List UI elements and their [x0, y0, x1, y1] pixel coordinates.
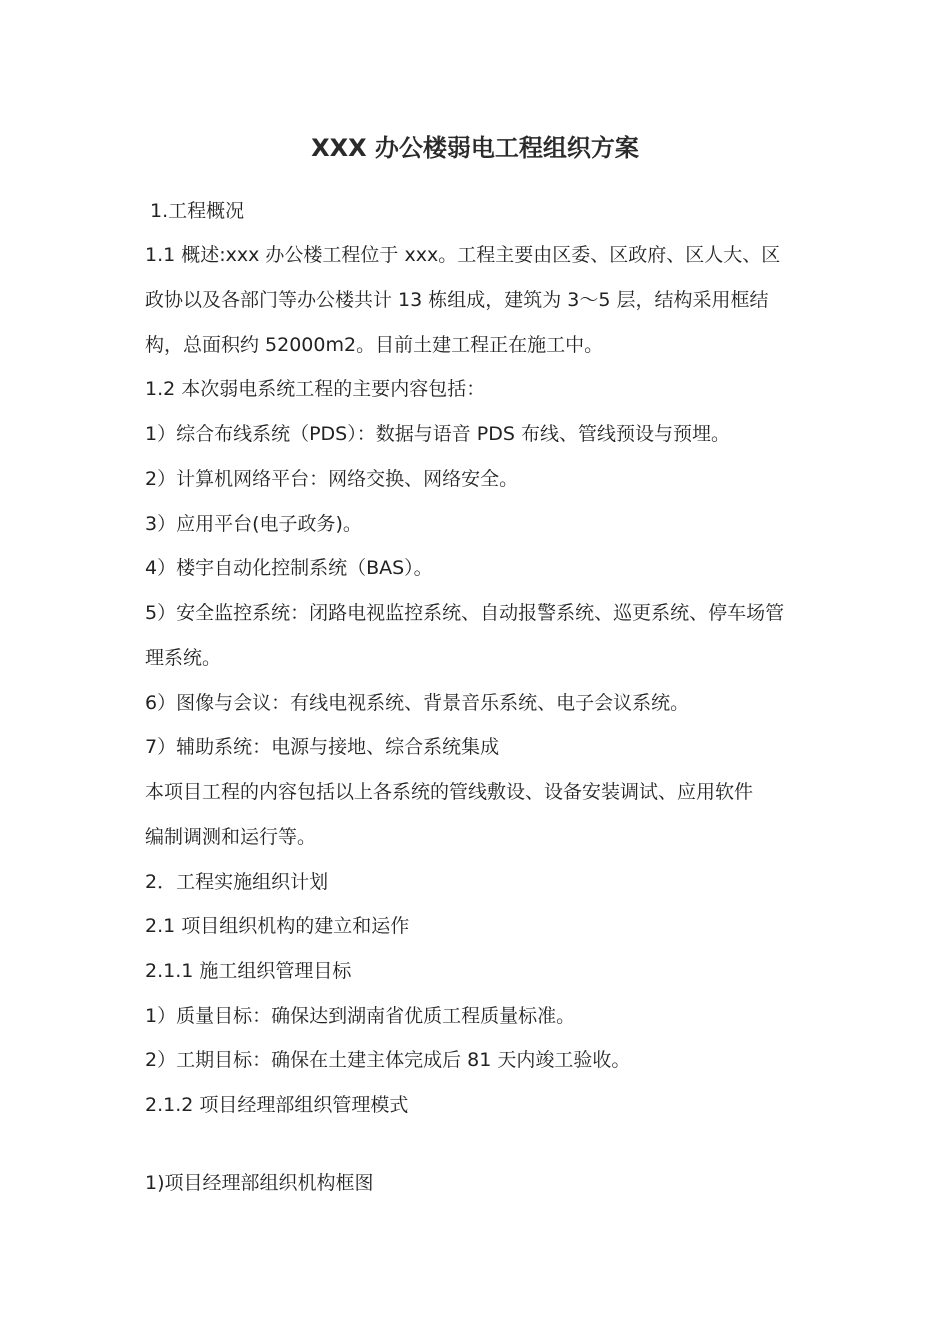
list-item: 3）应用平台(电子政务)。: [145, 513, 362, 535]
subsection-heading: 2.1.1 施工组织管理目标: [145, 960, 352, 982]
subsection-heading: 2.1.2 项目经理部组织管理模式: [145, 1094, 409, 1116]
list-item: 1）综合布线系统（PDS）：数据与语音 PDS 布线、管线预设与预埋。: [145, 423, 730, 445]
list-item-continuation: 理系统。: [145, 647, 222, 669]
section-heading-implementation-plan: 2．工程实施组织计划: [145, 871, 329, 893]
paragraph-line: 1.1 概述:xxx 办公楼工程位于 xxx。工程主要由区委、区政府、区人大、区: [145, 244, 781, 266]
list-item: 2）工期目标：确保在土建主体完成后 81 天内竣工验收。: [145, 1049, 631, 1071]
figure-caption: 1)项目经理部组织机构框图: [145, 1172, 374, 1194]
paragraph-line: 构，总面积约 52000m2。目前土建工程正在施工中。: [145, 334, 604, 356]
list-item: 6）图像与会议：有线电视系统、背景音乐系统、电子会议系统。: [145, 692, 690, 714]
paragraph-line: 编制调测和运行等。: [145, 826, 317, 848]
subsection-heading: 2.1 项目组织机构的建立和运作: [145, 915, 410, 937]
list-item: 1）质量目标：确保达到湖南省优质工程质量标准。: [145, 1005, 576, 1027]
paragraph-line: 政协以及各部门等办公楼共计 13 栋组成，建筑为 3～5 层，结构采用框结: [145, 289, 769, 311]
document-title: XXX 办公楼弱电工程组织方案: [311, 134, 639, 162]
list-item: 7）辅助系统：电源与接地、综合系统集成: [145, 736, 500, 758]
list-item: 2）计算机网络平台：网络交换、网络安全。: [145, 468, 519, 490]
list-item: 5）安全监控系统：闭路电视监控系统、自动报警系统、巡更系统、停车场管: [145, 602, 785, 624]
paragraph-line: 1.2 本次弱电系统工程的主要内容包括：: [145, 378, 486, 400]
paragraph-line: 本项目工程的内容包括以上各系统的管线敷设、设备安装调试、应用软件: [145, 781, 754, 803]
list-item: 4）楼宇自动化控制系统（BAS）。: [145, 557, 433, 579]
section-heading-project-overview: 1.工程概况: [150, 200, 245, 222]
